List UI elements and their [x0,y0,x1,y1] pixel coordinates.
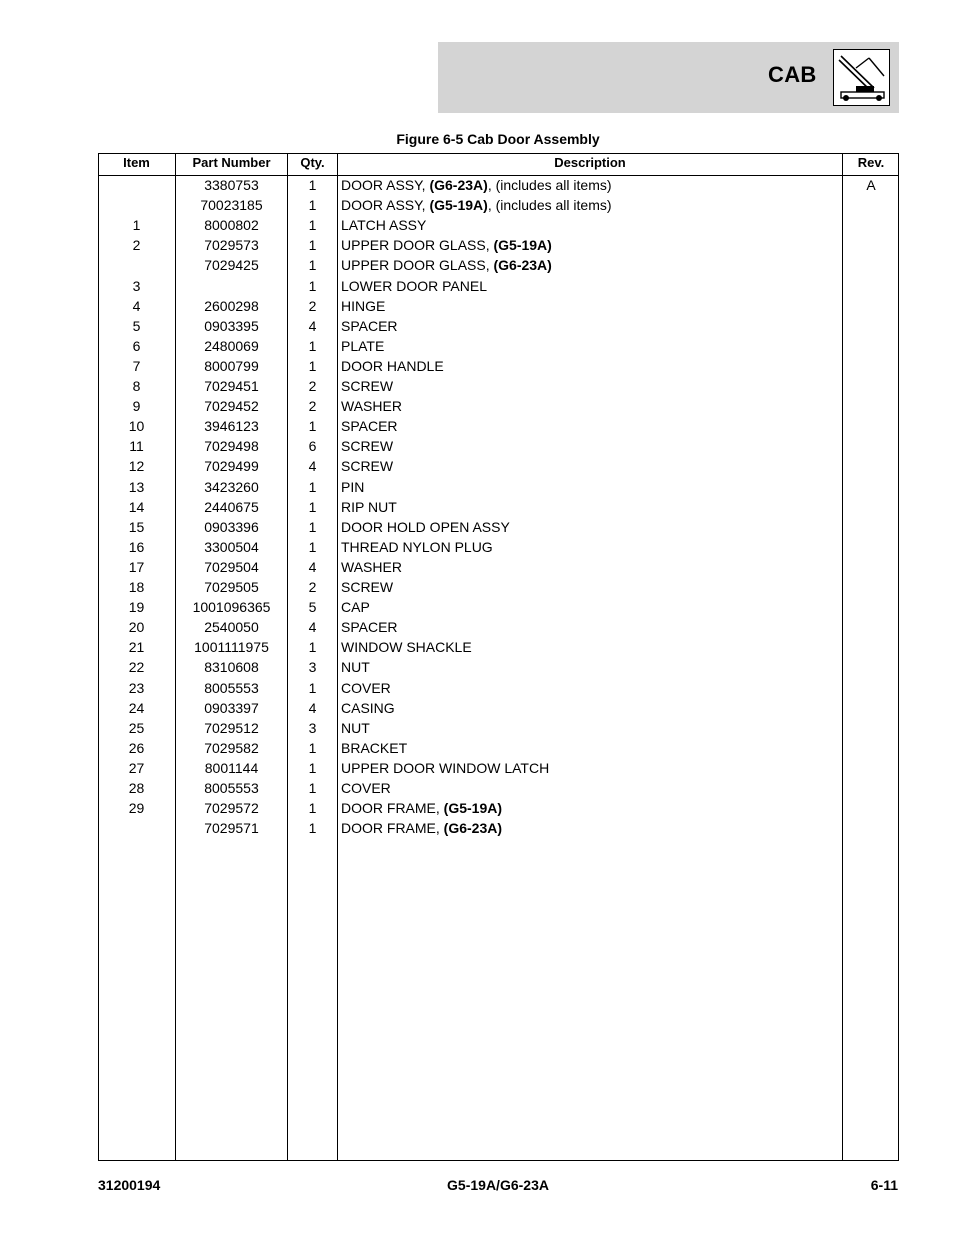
description-text: CAP [341,599,370,616]
quantity: 4 [308,458,317,475]
part-number: 0903397 [204,699,259,716]
quantity: 1 [308,780,317,796]
description [341,277,841,295]
description [341,819,841,837]
table-row [0,758,954,778]
aerial-lift-icon [833,49,890,106]
quantity: 1 [308,759,317,776]
description-text: UPPER DOOR GLASS, [341,257,494,274]
quantity: 1 [308,217,317,234]
table-row [0,356,954,376]
part-number: 1001111975 [194,639,269,656]
table-row [0,537,954,557]
description [341,256,841,274]
part-number: 2600298 [204,297,259,314]
quantity: 4 [308,619,317,636]
part-number: 3300504 [204,538,259,555]
description-text: BRACKET [341,739,408,756]
model-code: (G5-19A) [493,237,552,254]
quantity: 1 [308,679,317,696]
figure-title: Figure 6-5 Cab Door Assembly [396,131,600,147]
description-text: DOOR HOLD OPEN ASSY [341,518,510,535]
part-number: 1001096365 [192,599,271,616]
part-number: 0903395 [204,317,259,334]
item-number: 9 [132,398,141,415]
description [341,618,841,636]
table-row [0,798,954,818]
part-number: 2440675 [204,498,259,515]
part-number: 7029582 [204,739,259,756]
quantity: 3 [308,719,317,736]
description-text: SPACER [341,619,398,636]
description [341,236,841,254]
quantity: 1 [308,478,317,495]
quantity: 2 [308,297,317,314]
item-number: 17 [128,558,145,575]
item-number: 10 [128,418,145,435]
model-code: (G6-23A) [443,820,503,837]
table-row [0,235,954,255]
description-text: SCREW [341,378,394,394]
footer-doc-number: 31200194 [98,1177,161,1193]
item-number: 18 [128,579,145,595]
quantity: 1 [308,337,317,354]
part-number: 7029425 [204,257,259,274]
item-number: 25 [128,719,145,736]
quantity: 4 [308,699,317,716]
description-text: WASHER [341,398,402,415]
footer-model: G5-19A/G6-23A [447,1177,549,1193]
section-title: CAB [768,62,817,87]
part-number: 7029571 [204,820,259,837]
quantity: 1 [308,257,317,274]
item-number: 21 [128,639,145,656]
table-row [0,296,954,316]
description [341,699,841,717]
quantity: 1 [308,538,317,555]
table-row [0,678,954,698]
model-code: (G6-23A) [429,177,488,193]
description-text: SCREW [341,438,394,455]
table-row [0,657,954,677]
part-number: 2540050 [204,619,259,636]
description [341,658,841,676]
quantity: 1 [308,237,317,254]
description-text: COVER [341,780,391,796]
item-number: 20 [128,619,145,636]
quantity: 5 [308,599,317,616]
revision: A [866,177,876,193]
part-number: 8000802 [204,217,259,234]
item-number: 22 [128,659,145,676]
description-text: NUT [341,719,370,736]
item-number: 4 [132,297,141,314]
description-text: CASING [341,699,395,716]
part-number: 7029573 [204,237,259,254]
table-row [0,577,954,597]
part-number: 3423260 [204,478,259,495]
description-text: SPACER [341,418,398,435]
description-text: , (includes all items) [487,197,612,214]
table-row [0,698,954,718]
item-number: 15 [128,518,145,535]
description [341,457,841,475]
quantity: 1 [308,498,317,515]
description [341,357,841,375]
item-number: 1 [132,217,141,234]
description-text: SCREW [341,579,394,595]
description [341,558,841,576]
part-number: 3946123 [204,418,259,435]
description-text: RIP NUT [341,498,397,515]
description [341,779,841,797]
part-number: 8005553 [204,679,259,696]
item-number: 3 [132,277,141,294]
quantity: 1 [308,639,317,656]
model-code: (G6-23A) [493,257,552,274]
description-text: PLATE [341,337,385,354]
table-row [0,416,954,436]
table-row [0,436,954,456]
description [341,397,841,415]
item-number: 24 [128,699,145,716]
description [341,377,841,395]
quantity: 2 [308,398,317,415]
part-number: 7029498 [204,438,259,455]
description [341,799,841,817]
item-number: 16 [128,538,145,555]
description [341,638,841,656]
table-row [0,376,954,396]
quantity: 1 [308,820,317,837]
quantity: 1 [308,357,317,374]
item-number: 29 [128,800,145,817]
item-number: 7 [132,357,141,374]
quantity: 4 [308,317,317,334]
quantity: 6 [308,438,317,455]
description-text: LOWER DOOR PANEL [341,277,487,294]
column-header-qty: Qty. [300,155,325,170]
description-text: PIN [341,478,365,495]
part-number: 7029452 [204,398,259,415]
item-number: 5 [132,317,141,334]
quantity: 2 [308,378,317,394]
description [341,578,841,596]
table-row [0,497,954,517]
model-code: (G5-19A) [443,800,503,817]
description-text: , (includes all items) [487,177,612,193]
table-row [0,255,954,275]
description-text: UPPER DOOR WINDOW LATCH [341,759,550,776]
description [341,598,841,616]
table-row [0,215,954,235]
description-text: DOOR FRAME, [341,820,444,837]
description [341,739,841,757]
column-header-part-number: Part Number [192,155,271,170]
description-text: WINDOW SHACKLE [341,639,472,656]
table-row [0,336,954,356]
description-text: NUT [341,659,370,676]
table-row [0,276,954,296]
table-row [0,316,954,336]
description-text: COVER [341,679,391,696]
table-row [0,718,954,738]
description [341,417,841,435]
table-row [0,456,954,476]
part-number: 7029505 [204,579,259,595]
description [341,759,841,777]
table-row [0,477,954,497]
description [341,538,841,556]
part-number: 7029499 [204,458,259,475]
description [341,498,841,516]
part-number: 8005553 [204,780,259,796]
item-number: 12 [128,458,145,475]
table-row [0,617,954,637]
description-text: WASHER [341,558,402,575]
part-number: 8310608 [204,659,259,676]
quantity: 1 [308,739,317,756]
quantity: 4 [308,558,317,575]
description [341,478,841,496]
table-row [0,637,954,657]
description-text: DOOR HANDLE [341,357,444,374]
table-row [0,818,954,838]
description [341,679,841,697]
item-number: 26 [128,739,145,756]
column-header-description: Description [554,155,626,170]
column-header-item: Item [123,155,150,170]
part-number: 7029572 [204,800,259,817]
part-number: 8001144 [204,759,259,776]
description [341,297,841,315]
part-number: 8000799 [204,357,259,374]
quantity: 1 [308,418,317,435]
quantity: 1 [308,177,317,193]
item-number: 2 [132,237,141,254]
description [341,317,841,335]
description-text: SCREW [341,458,394,475]
item-number: 19 [128,599,145,616]
table-row [0,396,954,416]
description-text: THREAD NYLON PLUG [341,538,493,555]
description [341,518,841,536]
quantity: 1 [308,800,317,817]
quantity: 3 [308,659,317,676]
description [341,719,841,737]
item-number: 11 [129,438,144,455]
part-number: 70023185 [200,197,263,214]
item-number: 28 [128,780,145,796]
table-row [0,778,954,798]
part-number: 7029451 [204,378,259,394]
item-number: 23 [128,679,145,696]
item-number: 6 [132,337,141,354]
description [341,437,841,455]
description [341,176,841,194]
part-number: 7029504 [204,558,259,575]
description [341,196,841,214]
item-number: 8 [132,378,141,394]
description-text: DOOR ASSY, [341,197,430,214]
description-text: HINGE [341,297,386,314]
description-text: SPACER [341,317,398,334]
quantity: 2 [308,579,317,595]
quantity: 1 [308,518,317,535]
column-header-rev: Rev. [857,155,885,170]
description [341,216,841,234]
part-number: 0903396 [204,518,259,535]
table-row [0,597,954,617]
description-text: DOOR FRAME, [341,800,444,817]
model-code: (G5-19A) [429,197,488,214]
item-number: 13 [128,478,145,495]
table-row [0,195,954,215]
description [341,337,841,355]
item-number: 14 [128,498,145,515]
part-number: 7029512 [204,719,259,736]
table-row [0,175,954,195]
quantity: 1 [308,197,317,214]
description-text: UPPER DOOR GLASS, [341,237,494,254]
part-number: 2480069 [204,337,259,354]
table-row [0,557,954,577]
quantity: 1 [308,277,317,294]
description-text: DOOR ASSY, [341,177,430,193]
table-row [0,738,954,758]
table-row [0,517,954,537]
part-number: 3380753 [204,177,259,193]
footer-page-number: 6-11 [870,1177,898,1193]
section-header-band [438,42,899,113]
description-text: LATCH ASSY [341,217,427,234]
item-number: 27 [128,759,145,776]
